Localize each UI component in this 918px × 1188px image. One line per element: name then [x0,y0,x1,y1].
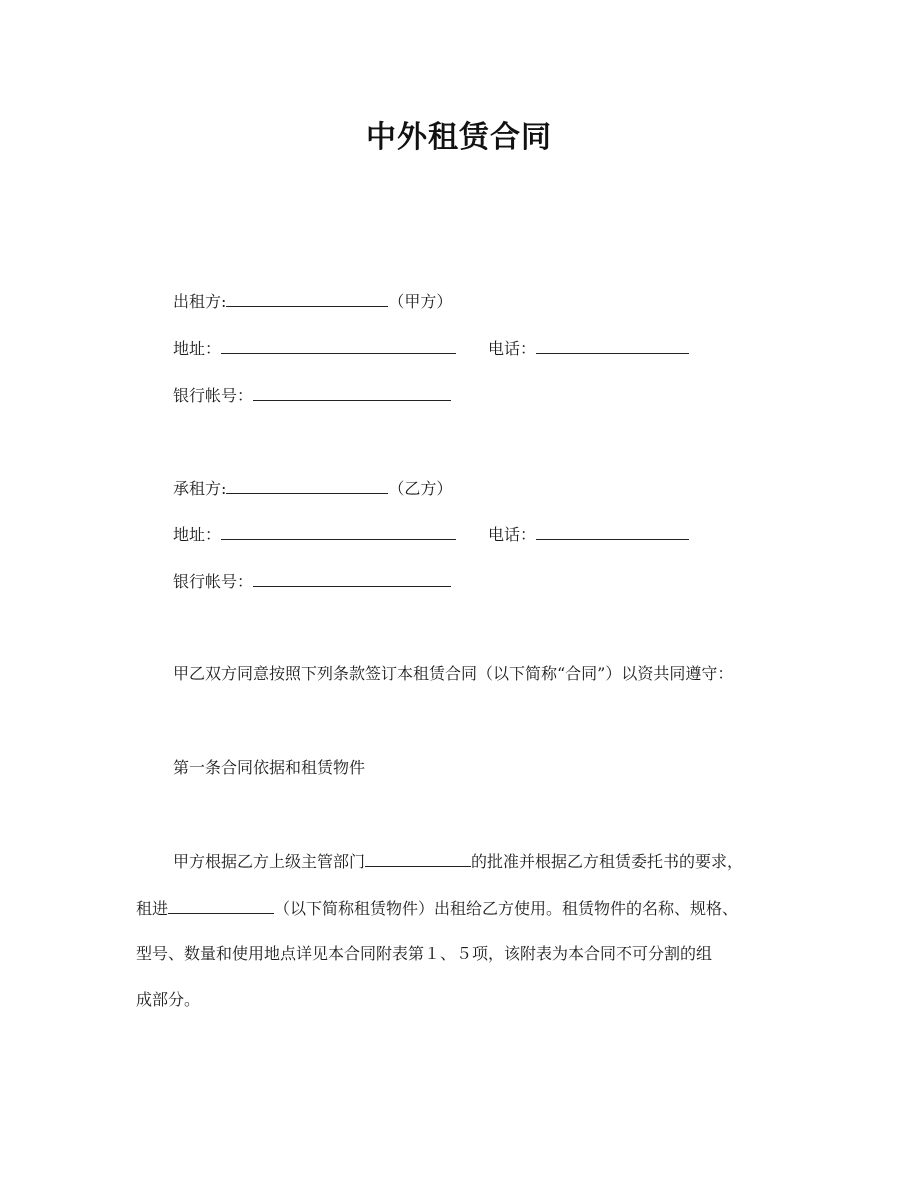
lessee-phone-line [488,522,689,546]
lessee-account-label: 银行帐号： [173,572,254,591]
article-1-text-c: 租进 [136,899,169,918]
lessee-phone-blank[interactable] [536,522,689,540]
lessee-suffix: （乙方） [388,479,453,498]
lessor-address-line [173,336,456,360]
lessor-address-label: 地址： [173,339,222,358]
lessor-suffix: （甲方） [388,292,453,311]
lessee-address-label: 地址： [173,525,222,544]
lessor-account-label: 银行帐号： [173,386,254,405]
lessee-line [173,476,452,500]
lessor-phone-blank[interactable] [536,336,689,354]
lessor-account-line [173,383,451,407]
lessor-name-blank[interactable] [226,289,388,307]
article-1-line-1 [173,849,743,873]
lessee-address-blank[interactable] [221,522,456,540]
article-1-text-a: 甲方根据乙方上级主管部门 [173,852,366,871]
article-1-text-d: （以下简称租赁物件）出租给乙方使用。租赁物件的名称、规格、 [274,899,739,918]
lessor-phone-line [488,336,689,360]
authority-blank[interactable] [365,849,471,867]
lessor-account-blank[interactable] [253,383,451,401]
article-1-heading: 第一条合同依据和租赁物件 [173,758,366,777]
lessee-address-line [173,522,456,546]
lessor-phone-label: 电话： [488,339,537,358]
article-1-line-4: 成部分。 [136,990,201,1009]
article-1-line-3: 型号、数量和使用地点详见本合同附表第１、５项，该附表为本合同不可分割的组 [136,944,713,963]
article-1-text-b: 的批准并根据乙方租赁委托书的要求， [471,852,744,871]
intro-paragraph: 甲乙双方同意按照下列条款签订本租赁合同（以下简称“合同”）以资共同遵守： [173,664,734,683]
lessee-phone-label: 电话： [488,525,537,544]
leased-item-blank[interactable] [168,896,274,914]
lessor-line [173,289,452,313]
lessee-label: 承租方: [173,479,227,498]
document-title: 中外租赁合同 [366,120,552,155]
lessee-name-blank[interactable] [226,476,388,494]
lessee-account-line [173,569,451,593]
lessor-address-blank[interactable] [221,336,456,354]
lessor-label: 出租方: [173,292,227,311]
article-1-line-2 [136,896,738,920]
lessee-account-blank[interactable] [253,569,451,587]
